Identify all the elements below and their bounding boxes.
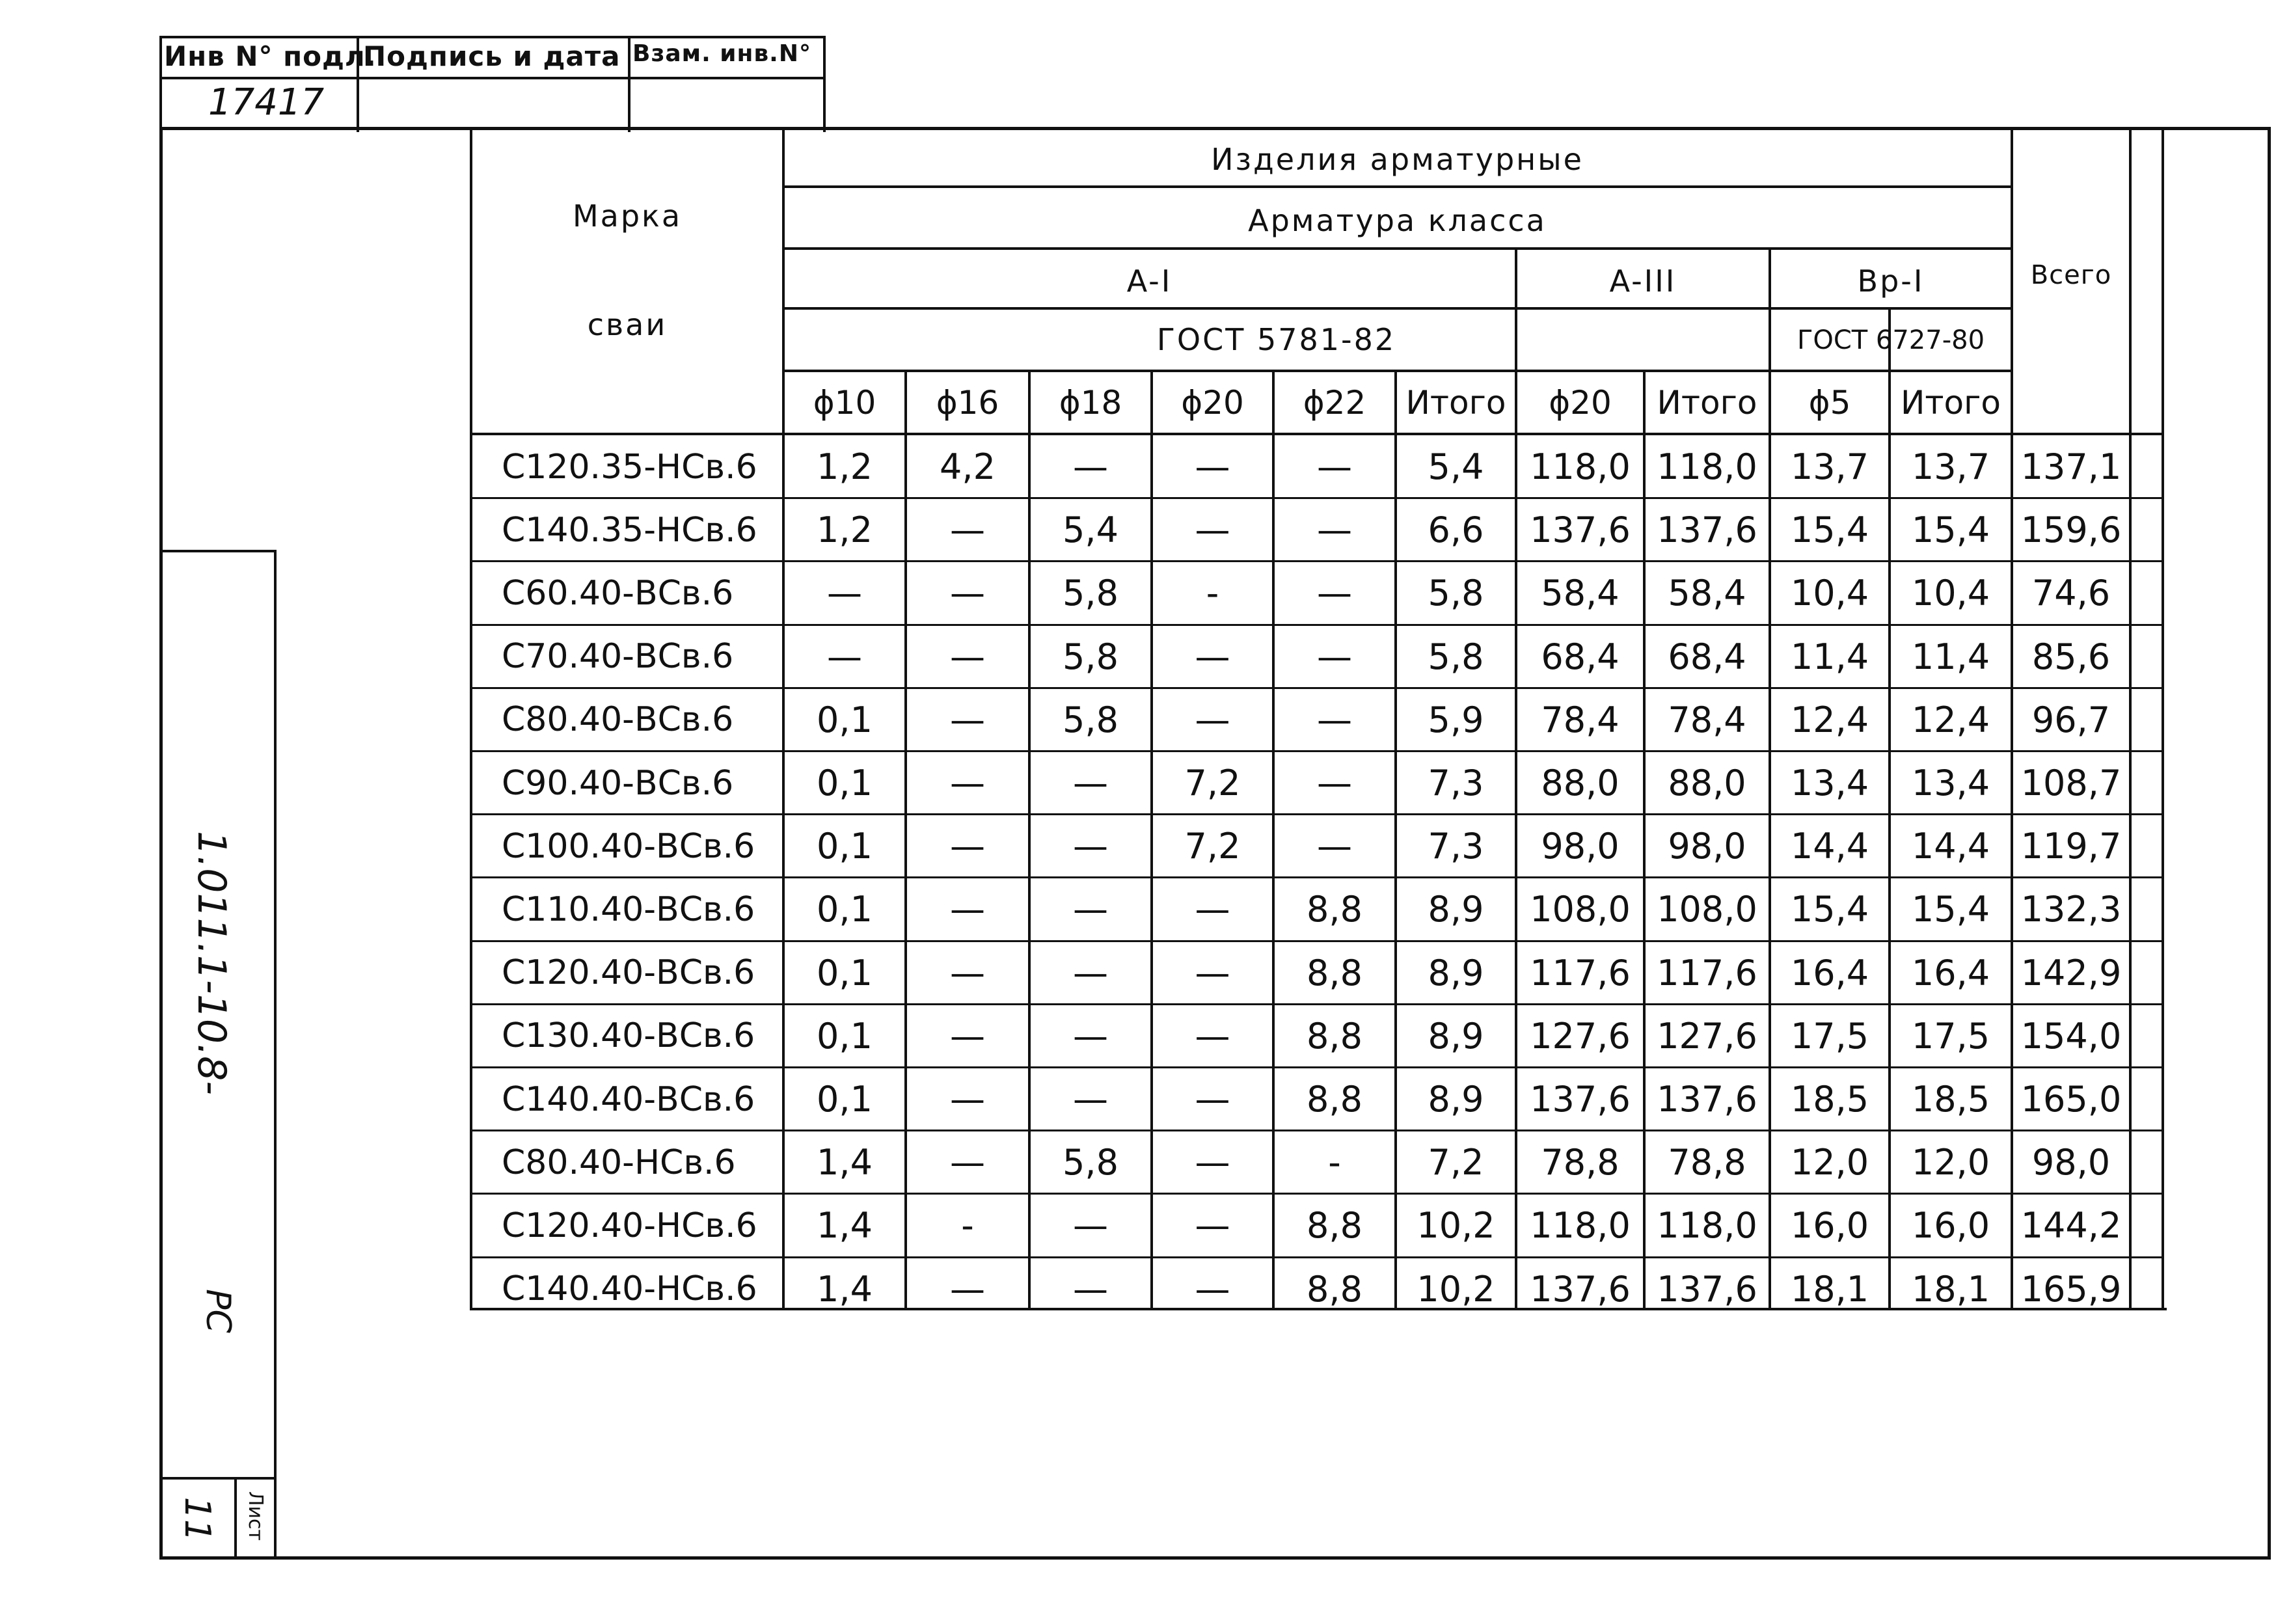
table-cell: —	[1195, 1079, 1230, 1120]
table-cell: 118,0	[1530, 446, 1631, 488]
column-header: Итого	[1901, 383, 2001, 422]
table-cell: 144,2	[2020, 1205, 2122, 1247]
table-cell: 18,1	[1790, 1268, 1869, 1310]
table-cell: 5,4	[1063, 509, 1118, 551]
table-cell: —	[1073, 763, 1108, 804]
pile-mark: С120.40-ВСв.6	[502, 953, 755, 993]
table-cell: 108,7	[2020, 763, 2122, 804]
table-cell: —	[1073, 446, 1108, 488]
table-cell: 1,2	[817, 509, 873, 551]
table-cell: 68,4	[1541, 636, 1620, 677]
table-cell: —	[1317, 573, 1352, 614]
column-header: ϕ20	[1549, 383, 1612, 422]
table-cell: 1,4	[817, 1268, 873, 1310]
table-cell: 11,4	[1790, 636, 1869, 677]
table-cell: —	[1317, 446, 1352, 488]
table-cell: 15,4	[1911, 509, 1990, 551]
table-cell: 18,1	[1911, 1268, 1990, 1310]
inv-number: 17417	[208, 81, 325, 124]
table-cell: —	[950, 699, 985, 740]
table-cell: 98,0	[1668, 826, 1746, 867]
table-cell: 14,4	[1790, 826, 1869, 867]
mark-header-line1: Марка	[572, 198, 683, 234]
table-cell: —	[1317, 763, 1352, 804]
table-cell: —	[1195, 1142, 1230, 1184]
table-cell: 0,1	[817, 952, 873, 994]
table-cell: —	[1195, 699, 1230, 740]
table-cell: 88,0	[1668, 763, 1746, 804]
table-cell: 1,4	[817, 1205, 873, 1247]
table-cell: 8,9	[1428, 889, 1484, 930]
table-cell: 0,1	[817, 826, 873, 867]
table-cell: 8,8	[1307, 1079, 1362, 1120]
table-cell: —	[1195, 446, 1230, 488]
column-header: Итого	[1657, 383, 1757, 422]
table-cell: 17,5	[1911, 1015, 1990, 1057]
table-cell: 13,7	[1790, 446, 1869, 488]
stamp-header-signature: Подпись и дата	[363, 40, 621, 72]
table-cell: 5,9	[1428, 699, 1484, 740]
table-cell: —	[827, 636, 862, 677]
table-cell: 13,7	[1911, 446, 1990, 488]
column-header: ϕ10	[813, 383, 876, 422]
table-cell: 5,8	[1063, 1142, 1118, 1184]
table-cell: —	[950, 889, 985, 930]
table-cell: 159,6	[2020, 509, 2122, 551]
table-cell: 58,4	[1668, 573, 1746, 614]
table-cell: 5,8	[1063, 573, 1118, 614]
table-cell: 137,6	[1530, 1268, 1631, 1310]
table-cell: —	[1195, 1015, 1230, 1057]
pile-mark: С120.35-НСв.6	[502, 447, 757, 487]
table-cell: —	[1317, 509, 1352, 551]
table-cell: 18,5	[1790, 1079, 1869, 1120]
table-cell: 10,4	[1911, 573, 1990, 614]
table-cell: —	[950, 952, 985, 994]
table-cell: 5,8	[1063, 636, 1118, 677]
class-a3: A-III	[1609, 264, 1677, 299]
table-cell: —	[1073, 1268, 1108, 1310]
table-cell: 5,8	[1428, 573, 1484, 614]
table-cell: 11,4	[1911, 636, 1990, 677]
column-header: ϕ18	[1059, 383, 1122, 422]
table-cell: 7,2	[1428, 1142, 1484, 1184]
column-header: ϕ5	[1808, 383, 1851, 422]
table-cell: 74,6	[2031, 573, 2111, 614]
table-cell: —	[950, 826, 985, 867]
table-cell: 10,4	[1790, 573, 1869, 614]
table-cell: 137,6	[1530, 1079, 1631, 1120]
class-bp1: Вр-I	[1857, 264, 1925, 299]
table-cell: 132,3	[2020, 889, 2122, 930]
table-cell: 10,2	[1417, 1205, 1495, 1247]
table-cell: 16,4	[1911, 952, 1990, 994]
table-cell: 12,0	[1911, 1142, 1990, 1184]
table-cell: 15,4	[1911, 889, 1990, 930]
table-cell: -	[1206, 573, 1219, 614]
table-cell: 13,4	[1911, 763, 1990, 804]
table-cell: 118,0	[1657, 446, 1757, 488]
table-cell: 142,9	[2020, 952, 2122, 994]
table-cell: 118,0	[1530, 1205, 1631, 1247]
table-cell: 12,0	[1790, 1142, 1869, 1184]
table-cell: 68,4	[1668, 636, 1746, 677]
table-cell: 15,4	[1790, 889, 1869, 930]
table-cell: -	[1328, 1142, 1341, 1184]
table-cell: 165,9	[2020, 1268, 2122, 1310]
pile-mark: С80.40-НСв.6	[502, 1143, 736, 1182]
table-cell: 0,1	[817, 1079, 873, 1120]
pile-mark: С140.35-НСв.6	[502, 510, 757, 550]
table-cell: 78,8	[1668, 1142, 1746, 1184]
table-cell: —	[1195, 1268, 1230, 1310]
table-cell: -	[961, 1205, 974, 1247]
table-cell: —	[950, 763, 985, 804]
table-cell: —	[1073, 1205, 1108, 1247]
table-cell: —	[950, 1015, 985, 1057]
table-cell: —	[1073, 1079, 1108, 1120]
table-cell: 8,8	[1307, 1015, 1362, 1057]
table-cell: 7,3	[1428, 826, 1484, 867]
table-cell: 137,6	[1657, 1268, 1757, 1310]
table-cell: 137,6	[1657, 509, 1757, 551]
table-cell: 137,6	[1530, 509, 1631, 551]
table-cell: 78,8	[1541, 1142, 1620, 1184]
stamp-header-replace: Взам. инв.N°	[632, 40, 811, 67]
table-cell: —	[1317, 699, 1352, 740]
table-cell: 8,9	[1428, 1079, 1484, 1120]
table-cell: 12,4	[1911, 699, 1990, 740]
class-a1: A-I	[1126, 264, 1173, 299]
table-cell: 0,1	[817, 889, 873, 930]
column-header: ϕ16	[936, 383, 999, 422]
table-cell: 16,4	[1790, 952, 1869, 994]
gost-a: ГОСТ 5781-82	[1156, 322, 1396, 357]
table-cell: 18,5	[1911, 1079, 1990, 1120]
table-cell: 8,9	[1428, 1015, 1484, 1057]
table-cell: 117,6	[1657, 952, 1757, 994]
class-header: Арматура класса	[1248, 203, 1547, 238]
table-cell: —	[1195, 889, 1230, 930]
table-cell: 117,6	[1530, 952, 1631, 994]
stamp-header-inv: Инв N° подл.	[164, 40, 377, 72]
table-cell: 1,2	[817, 446, 873, 488]
pile-mark: С130.40-ВСв.6	[502, 1016, 755, 1056]
table-cell: —	[827, 573, 862, 614]
pile-mark: С110.40-ВСв.6	[502, 889, 755, 929]
group-header: Изделия арматурные	[1211, 142, 1584, 177]
table-cell: 7,2	[1184, 763, 1241, 804]
table-cell: —	[1073, 826, 1108, 867]
table-cell: 4,2	[940, 446, 996, 488]
column-header: ϕ20	[1181, 383, 1244, 422]
pile-mark: С90.40-ВСв.6	[502, 763, 734, 803]
table-cell: 58,4	[1541, 573, 1620, 614]
table-cell: 98,0	[2031, 1142, 2111, 1184]
sheet-number: 11	[177, 1496, 218, 1542]
table-cell: 98,0	[1541, 826, 1620, 867]
table-cell: 1,4	[817, 1142, 873, 1184]
doc-code: 1.011.1-10.8-	[189, 831, 234, 1095]
table-cell: 8,8	[1307, 889, 1362, 930]
table-cell: 78,4	[1541, 699, 1620, 740]
table-cell: —	[1073, 1015, 1108, 1057]
table-cell: 17,5	[1790, 1015, 1869, 1057]
table-cell: —	[1073, 952, 1108, 994]
table-cell: 13,4	[1790, 763, 1869, 804]
table-cell: 7,2	[1184, 826, 1241, 867]
gost-b: ГОСТ 6727-80	[1796, 325, 1985, 355]
pile-mark: С70.40-ВСв.6	[502, 637, 734, 677]
table-cell: 12,4	[1790, 699, 1869, 740]
mark-header-line2: сваи	[587, 307, 668, 342]
pile-mark: С60.40-ВСв.6	[502, 573, 734, 613]
table-cell: 16,0	[1790, 1205, 1869, 1247]
sheet-label: Лист	[244, 1491, 267, 1541]
table-cell: —	[950, 1142, 985, 1184]
table-cell: —	[1073, 889, 1108, 930]
table-cell: 127,6	[1530, 1015, 1631, 1057]
table-cell: 96,7	[2031, 699, 2111, 740]
table-cell: 154,0	[2020, 1015, 2122, 1057]
table-cell: —	[950, 1079, 985, 1120]
table-cell: —	[1195, 509, 1230, 551]
pile-mark: С80.40-ВСв.6	[502, 700, 734, 740]
column-header: ϕ22	[1303, 383, 1366, 422]
table-cell: 85,6	[2031, 636, 2111, 677]
table-cell: 119,7	[2020, 826, 2122, 867]
table-cell: 88,0	[1541, 763, 1620, 804]
table-cell: —	[1195, 1205, 1230, 1247]
pile-mark: С140.40-ВСв.6	[502, 1079, 755, 1119]
table-cell: 15,4	[1790, 509, 1869, 551]
table-cell: 165,0	[2020, 1079, 2122, 1120]
table-cell: —	[950, 636, 985, 677]
pile-mark: С140.40-НСв.6	[502, 1269, 757, 1309]
table-cell: 0,1	[817, 1015, 873, 1057]
table-cell: —	[1195, 636, 1230, 677]
pile-mark: С100.40-ВСв.6	[502, 826, 755, 866]
table-cell: —	[1195, 952, 1230, 994]
table-cell: 8,9	[1428, 952, 1484, 994]
table-cell: —	[950, 509, 985, 551]
table-cell: —	[1317, 826, 1352, 867]
table-cell: 108,0	[1530, 889, 1631, 930]
table-cell: 16,0	[1911, 1205, 1990, 1247]
total-header: Всего	[2030, 260, 2112, 290]
doc-suffix: РС	[198, 1289, 237, 1333]
table-cell: 0,1	[817, 763, 873, 804]
table-cell: 0,1	[817, 699, 873, 740]
table-cell: 8,8	[1307, 1268, 1362, 1310]
table-cell: 5,4	[1428, 446, 1484, 488]
table-cell: 14,4	[1911, 826, 1990, 867]
table-cell: 137,6	[1657, 1079, 1757, 1120]
table-cell: 8,8	[1307, 1205, 1362, 1247]
table-cell: 108,0	[1657, 889, 1757, 930]
table-cell: 6,6	[1428, 509, 1484, 551]
table-cell: 78,4	[1668, 699, 1746, 740]
table-cell: 137,1	[2020, 446, 2122, 488]
table-cell: —	[950, 573, 985, 614]
table-cell: 8,8	[1307, 952, 1362, 994]
table-cell: —	[950, 1268, 985, 1310]
table-cell: 10,2	[1417, 1268, 1495, 1310]
pile-mark: С120.40-НСв.6	[502, 1206, 757, 1245]
table-cell: 127,6	[1657, 1015, 1757, 1057]
table-cell: 5,8	[1063, 699, 1118, 740]
column-header: Итого	[1405, 383, 1506, 422]
table-cell: 7,3	[1428, 763, 1484, 804]
table-cell: 118,0	[1657, 1205, 1757, 1247]
table-cell: —	[1317, 636, 1352, 677]
table-cell: 5,8	[1428, 636, 1484, 677]
